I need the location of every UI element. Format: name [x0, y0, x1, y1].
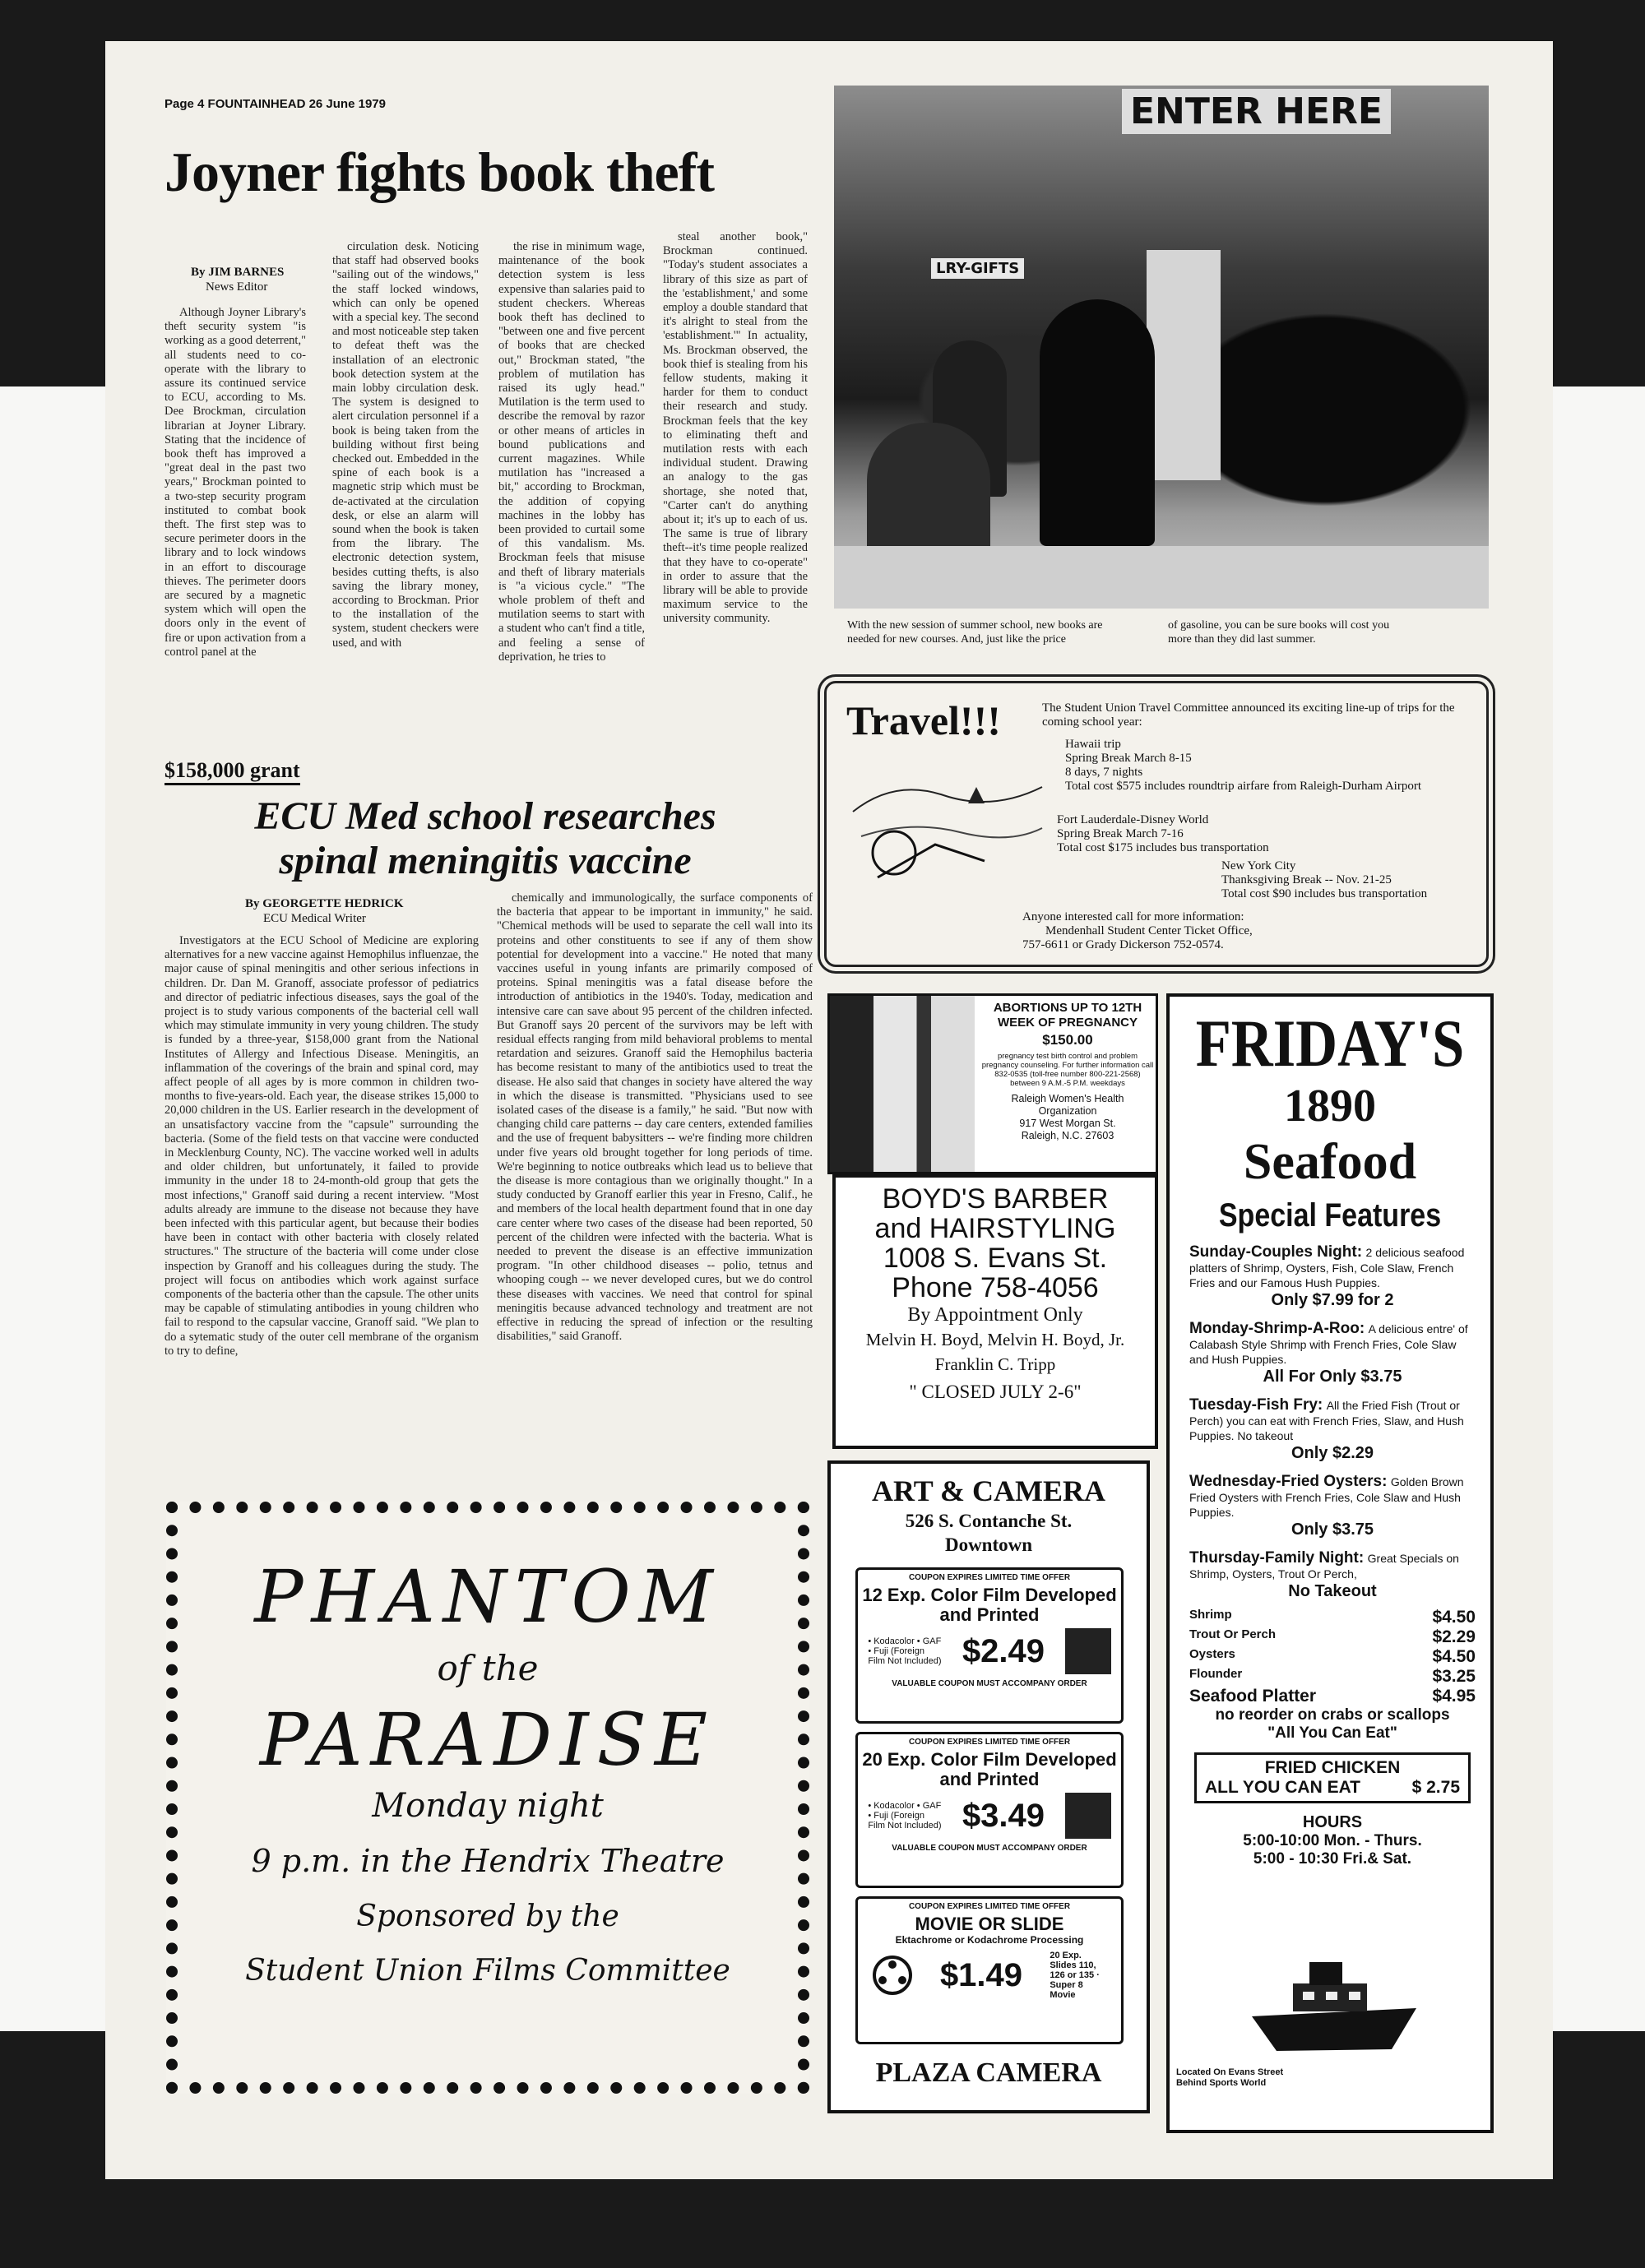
special-thursday [1189, 1549, 1476, 1601]
coupon-price: $1.49 [939, 1956, 1023, 1993]
special-desc: All the Fried Fish (Trout or Perch) you can eat with French Fries, Slaw, and Hush Puppies. No takeout [1189, 1399, 1464, 1442]
barber-ad [832, 1174, 1158, 1449]
barber-line: Phone 758-4056 [892, 1272, 1099, 1303]
coupon-movie-slide [855, 1896, 1124, 2044]
special-sunday [1189, 1243, 1476, 1310]
abortion-address-2: Raleigh, N.C. 27603 [1021, 1130, 1114, 1141]
camera-address: 526 S. Contanche St. [905, 1511, 1073, 1531]
location-line: Located On Evans Street [1176, 2067, 1284, 2077]
travel-line: 8 days, 7 nights [1065, 766, 1143, 779]
special-name: Wednesday-Fried Oysters: [1189, 1473, 1388, 1490]
photo-column [1147, 250, 1221, 480]
boat-icon [1244, 1951, 1433, 2057]
menu-row [1189, 1608, 1476, 1627]
beach-scene-icon [845, 762, 1050, 886]
barber-line: Franklin C. Tripp [934, 1354, 1056, 1374]
menu-item: Shrimp [1189, 1608, 1232, 1622]
travel-line: Thanksgiving Break -- Nov. 21-25 [1221, 873, 1392, 886]
faces-illustration [830, 996, 975, 1172]
menu-item: Oysters [1189, 1647, 1235, 1661]
photo-caption-right: of gasoline, you can be sure books will cost you more than they did last summer. [1168, 619, 1390, 646]
special-price: All For Only $3.75 [1263, 1368, 1402, 1386]
coupon-items: Ektachrome or Kodachrome Processing [895, 1934, 1084, 1946]
travel-line: 757-6611 or Grady Dickerson 752-0574. [1022, 938, 1224, 951]
travel-intro: The Student Union Travel Committee announced its exciting line-up of trips for the coming school year: [1042, 701, 1455, 729]
special-name: Sunday-Couples Night: [1189, 1243, 1363, 1261]
abortion-details: pregnancy test birth control and problem pregnancy counseling. For further information call 832-0535 (toll-free number 800-221-2568) between 9 A.M.-5 P.M. weekdays [981, 1052, 1154, 1088]
barber-line: " CLOSED JULY 2-6" [909, 1382, 1082, 1402]
travel-florida [1057, 813, 1452, 855]
chicken-price: $ 2.75 [1411, 1778, 1460, 1797]
chicken-line-2 [1205, 1778, 1460, 1798]
travel-ad [824, 681, 1489, 967]
phantom-line-6: Sponsored by the [356, 1900, 619, 1933]
headline-line-2: spinal meningitis vaccine [279, 839, 692, 882]
byline-georgette-hedrick [245, 896, 404, 926]
hours-line: 5:00-10:00 Mon. - Thurs. [1243, 1832, 1422, 1849]
coupon-note: VALUABLE COUPON MUST ACCOMPANY ORDER [892, 1844, 1087, 1853]
special-price: Only $3.75 [1291, 1520, 1374, 1539]
coupon-20-exp [855, 1732, 1124, 1888]
coupon-price: $3.49 [962, 1797, 1045, 1834]
coupon-title: 12 Exp. Color Film Developed and Printed [862, 1585, 1117, 1625]
headline-line-1: ECU Med school researches [254, 794, 716, 838]
byline-jim-barnes [191, 265, 284, 294]
phantom-line-3: PARADISE [259, 1697, 716, 1782]
coupon-note: 20 Exp. Slides 110, 126 or 135 · Super 8 Movie [1050, 1951, 1100, 2000]
travel-line: Hawaii trip [1065, 738, 1121, 751]
column-text: circulation desk. Noticing that staff had observed books "sailing out of the windows," the staff locked windows, which can only be opened with a special key. The second and most noticeable step taken to defeat theft was the installation of an electronic book detection system at the main lobby circulation desk. The system is designed to alert circulation personnel if a book is being taken from the building without first being checked out. Embedded in the spine of each book is a magnetic strip which must be de-activated at the circulation desk, or else an alarm will sound when the book is taken from the library. The electronic detection system, besides cutting thefts, is also saving the library money, according to Brockman. Prior to the installation of the system, student checkers were used, and with [332, 240, 479, 650]
menu-row [1189, 1647, 1476, 1667]
abortion-title: ABORTIONS UP TO 12TH WEEK OF PREGNANCY [993, 1001, 1142, 1030]
coupon-items: • Kodacolor • GAF • Fuji (Foreign Film Not Included) [868, 1801, 942, 1831]
special-desc: A delicious entre' of Calabash Style Shrimp with French Fries, Cole Slaw and Hush Puppies. [1189, 1322, 1468, 1366]
photo-enter-sign: ENTER HERE [1122, 89, 1391, 134]
special-name: Tuesday-Fish Fry: [1189, 1396, 1323, 1414]
photo-counter [834, 546, 1489, 609]
phantom-line-4: Monday night [372, 1787, 604, 1825]
no-reorder: no reorder on crabs or scallops [1215, 1706, 1450, 1724]
camera-title: ART & CAMERA [871, 1474, 1106, 1507]
book-theft-column-3 [498, 240, 645, 737]
travel-line: Fort Lauderdale-Disney World [1057, 813, 1209, 826]
chicken-label: ALL YOU CAN EAT [1205, 1778, 1361, 1797]
film-box-icon [1065, 1628, 1111, 1674]
coupon-items: • Kodacolor • GAF • Fuji (Foreign Film Not Included) [868, 1636, 942, 1666]
menu-item: Trout Or Perch [1189, 1627, 1277, 1641]
hours-line: 5:00 - 10:30 Fri.& Sat. [1253, 1850, 1412, 1868]
travel-line: New York City [1221, 859, 1296, 872]
abortion-address-1: 917 West Morgan St. [1019, 1118, 1116, 1129]
fridays-title: FRIDAY'S [1195, 1006, 1465, 1081]
column-text: chemically and immunologically, the surface components of the bacteria that appear to be important in immunity," he said. "Chemical methods will be used to separate the cell wall into its proteins and other constituents to see if any of them show potential for development into a vaccine." He noted that many vaccines useful in young infants are primarily composed of proteins. Spinal meningitis was a fatal disease before the introduction of antibiotics in the 1940's. Today, medication and intensive care can save about 95 percent of the children infected. But Granoff says 20 percent of the survivors may be left with residual effects ranging from mild behavioral problems to mental retardation and seizures. Granoff said the Hemophilus bacteria has become resistant to many of the antibiotics used to treat the disease. He also said that changes in society have altered the way in which the disease is transmitted. "Physicians used to see isolated cases of the disease is a family," he said. "But now with changing child care patterns -- day care centers, extended families and the use of frequent babysitters -- we're finding more children under five years old brought together for long periods of time. We're beginning to notice outbreaks which lead us to believe that the disease is more contagious than we originally thought." In a study conducted by Granoff earlier this year in Fresno, Calif., he and members of the local health department found that in one day care center where two cases of the disease had been reported, 50 percent of the children were infected with the bacteria. What is needed to prevent the disease is an effective immunization program. "In other childhood diseases -- polio, tetnus and whooping cough -- we never developed cures, but we do control these diseases with vaccines. We need that control for spinal meningitis because advanced technology and treatment are not effective in reducing the spread of infection or the resulting disabilities," said Granoff. [497, 891, 813, 1344]
special-wednesday [1189, 1473, 1476, 1539]
book-theft-column-4 [663, 230, 808, 738]
fridays-menu [1189, 1608, 1476, 1743]
film-box-icon [1065, 1793, 1111, 1839]
column-text: Investigators at the ECU School of Medicine are exploring alternatives for a new vaccine against Hemophilus influenzae, the major cause of spinal meningitis and other serious infections in children. Dr. Dan M. Granoff, associate professor of pediatrics and director of pediatric infectious diseases, says the goal of the project is to study various components of the bacterial cell wall which may stimulate immunity in very young children. The study is funded by a three-year, $158,000 grant from the National Institutes of Allergy and Infectious Disease. Meningitis, an inflammation of the coverings of the brain and spinal cord, may affect people of all ages by is more common in children two-months to five-years-old. Each year, the disease strikes 15,000 to 20,000 children in the US. Earlier research in the development of an unsatisfactory vaccine from the "capsule" surrounding the bacteria. (Some of the field tests on that vaccine were conducted in Mecklenburg County, NC). The vaccine worked well in adults and older children, but unfortunately, it failed to provide immunity in the under 18 to 24-month-old group that gets the most infections," Granoff said during a recent interview. "Most adults already are immune to the disease not because they have been infected with this particular agent, but because their bodies have been in contact with other bacteria with closely related structures." The structure of the bacteria will come under close inspection by Granoff and his colleagues during the study. The project will focus on antibodies which work against surface components of the bacteria other than the capsule. The other units may be capable of stimulating antibodies in young children who fail to respond to the capsular vaccine, Granoff said. "We plan to do a sytematic study of the outer cell membrane of the organism to try to define, [164, 934, 479, 1358]
all-you-can-eat: "All You Can Eat" [1267, 1724, 1397, 1742]
menu-price: $2.29 [1432, 1627, 1476, 1646]
book-theft-column-2 [332, 240, 479, 760]
fridays-specials [1170, 1243, 1490, 1868]
special-price: No Takeout [1288, 1582, 1377, 1600]
abortion-ad [827, 993, 1158, 1174]
barber-line: and HAIRSTYLING [874, 1213, 1116, 1244]
special-desc: 2 delicious seafood platters of Shrimp, Oysters, Fish, Cole Slaw, French Fries and our Famous Hush Puppies. [1189, 1246, 1465, 1289]
column-text: the rise in minimum wage, maintenance of the book detection system is less expensive than salaries paid to student checkers. Whereas book theft has declined to "between one and five percent of books that are checked out," Brockman stated, "the problem of mutilation has raised its ugly head." Mutilation is the term used to describe the removal by razor or other means of articles in bound publications and current magazines. While mutilation has "increased a bit," according to Brockman, the addition of copying machines in the lobby has been provided to curtail some of this vandalism. Ms. Brockman feels that misuse and theft of library materials is "a vicious cycle." "The whole problem of theft and mutilation seems to start with a student who can't find a title, and feeling a sense of deprivation, he tries to [498, 240, 645, 664]
special-name: Monday-Shrimp-A-Roo: [1189, 1320, 1365, 1337]
barber-text [836, 1178, 1155, 1408]
fridays-year: 1890 [1284, 1081, 1376, 1132]
travel-line: Spring Break March 7-16 [1057, 827, 1184, 840]
location-line: Behind Sports World [1176, 2078, 1267, 2088]
med-school-column-2 [497, 891, 813, 1498]
fridays-hours [1189, 1813, 1476, 1868]
camera-footer: PLAZA CAMERA [875, 2057, 1102, 2088]
travel-line: Mendenhall Student Center Ticket Office, [1045, 924, 1253, 937]
special-desc: Golden Brown Fried Oysters with French Fries, Cole Slaw and Hush Puppies. [1189, 1475, 1464, 1519]
menu-price: $4.50 [1432, 1647, 1476, 1666]
camera-header [831, 1472, 1147, 1558]
photo-person-front [867, 423, 990, 554]
menu-price: $3.25 [1432, 1667, 1476, 1686]
barber-line: Melvin H. Boyd, Melvin H. Boyd, Jr. [865, 1330, 1125, 1349]
art-camera-ad [827, 1460, 1150, 2113]
phantom-line-5: 9 p.m. in the Hendrix Theatre [251, 1843, 725, 1879]
travel-line: Anyone interested call for more information: [1022, 910, 1244, 923]
travel-hawaii [1065, 738, 1460, 794]
byline-name: By GEORGETTE HEDRICK [245, 897, 404, 910]
coupon-body [858, 1951, 1121, 2000]
hours-title: HOURS [1302, 1813, 1363, 1831]
fried-chicken-box [1194, 1752, 1471, 1803]
fridays-sub: Seafood [1243, 1134, 1417, 1190]
travel-line: Total cost $175 includes bus transportation [1057, 841, 1269, 854]
menu-price: $4.95 [1432, 1687, 1476, 1706]
coupon-expire: COUPON EXPIRES LIMITED TIME OFFER [908, 1902, 1071, 1911]
byline-title: News Editor [206, 280, 268, 294]
byline-name: By JIM BARNES [191, 266, 285, 279]
barber-line: By Appointment Only [907, 1304, 1083, 1326]
special-monday [1189, 1320, 1476, 1386]
menu-item: Flounder [1189, 1667, 1243, 1681]
phantom-line-2: of the [437, 1648, 539, 1688]
page-folio: Page 4 FOUNTAINHEAD 26 June 1979 [164, 97, 386, 111]
abortion-text [981, 1001, 1154, 1142]
coupon-expire: COUPON EXPIRES LIMITED TIME OFFER [908, 1573, 1071, 1582]
abortion-price: $150.00 [1042, 1032, 1093, 1048]
coupon-title: MOVIE OR SLIDE [915, 1914, 1064, 1934]
chicken-line-1: FRIED CHICKEN [1264, 1758, 1401, 1777]
headline-med-school [164, 794, 806, 883]
travel-line: Total cost $575 includes roundtrip airfare from Raleigh-Durham Airport [1065, 780, 1422, 793]
travel-newyork [1221, 859, 1476, 901]
coupon-title: 20 Exp. Color Film Developed and Printed [862, 1749, 1117, 1789]
coupon-12-exp [855, 1567, 1124, 1724]
phantom-line-1: PHANTOM [254, 1554, 721, 1639]
fridays-features: Special Features [1218, 1197, 1442, 1234]
special-desc: Great Specials on Shrimp, Oysters, Trout Or Perch, [1189, 1552, 1459, 1581]
special-name: Thursday-Family Night: [1189, 1549, 1365, 1567]
fridays-header [1170, 997, 1490, 1240]
coupon-body [858, 1628, 1121, 1674]
special-tuesday [1189, 1396, 1476, 1463]
travel-line: Total cost $90 includes bus transportation [1221, 887, 1428, 900]
travel-line: Spring Break March 8-15 [1065, 752, 1192, 765]
fridays-location [1176, 2067, 1283, 2089]
coupon-body [858, 1793, 1121, 1839]
byline-title: ECU Medical Writer [263, 912, 366, 925]
library-circulation-photo [834, 86, 1489, 609]
camera-area: Downtown [944, 1534, 1033, 1555]
abortion-org: Raleigh Women's Health Organization [1011, 1093, 1124, 1117]
book-theft-column-1 [164, 306, 306, 760]
headline-book-theft: Joyner fights book theft [164, 141, 714, 203]
special-price: Only $7.99 for 2 [1271, 1291, 1394, 1309]
special-price: Only $2.29 [1291, 1444, 1374, 1462]
coupon-note: VALUABLE COUPON MUST ACCOMPANY ORDER [892, 1679, 1087, 1688]
photo-gifts-sign: LRY-GIFTS [931, 258, 1024, 279]
barber-line: 1008 S. Evans St. [883, 1243, 1108, 1274]
menu-row [1189, 1687, 1476, 1706]
phantom-ad [166, 1502, 809, 2094]
menu-price: $4.50 [1432, 1608, 1476, 1627]
coupon-expire: COUPON EXPIRES LIMITED TIME OFFER [908, 1738, 1071, 1747]
barber-line: BOYD'S BARBER [882, 1183, 1109, 1215]
med-school-column-1 [164, 934, 479, 1498]
menu-row [1189, 1667, 1476, 1687]
photo-caption-left: With the new session of summer school, new books are needed for new courses. And, just like the price [847, 619, 1103, 646]
coupon-price: $2.49 [962, 1632, 1045, 1669]
travel-title: Travel!!! [846, 697, 1001, 743]
menu-item: Seafood Platter [1189, 1687, 1317, 1706]
fridays-ad [1166, 993, 1494, 2133]
phantom-line-7: Student Union Films Committee [245, 1954, 730, 1988]
travel-contact [1022, 910, 1467, 952]
film-reel-icon [872, 1955, 913, 1996]
menu-row [1189, 1627, 1476, 1647]
column-text: Although Joyner Library's theft security system "is working as a good deterrent," all students need to co-operate with the library to assure its continued service to ECU, according to Ms. Dee Brockman, circulation librarian at Joyner Library. Stating that the incidence of book theft has improved a "great deal in the past two years," Brockman pointed to a two-step security program instituted to combat book theft. The first step was to secure perimeter doors in the library and to lock windows in an effort to discourage thieves. The perimeter doors are secured by a magnetic system which will open the doors only in the event of fire or upon activation from a control panel at the [164, 306, 306, 659]
photo-person-center [1040, 299, 1155, 546]
kicker-grant: $158,000 grant [164, 758, 300, 785]
column-text: steal another book," Brockman continued. "Today's student associates a library of this size as part of the 'establishment,' and some employ a double standard that it's alright to steal from the 'establishment.'" In actuality, Ms. Brockman observed, the book thief is stealing from his fellow students, making it harder for them to conduct their research and study. Brockman feels that the key to eliminating theft and mutilation rests with each individual student. Drawing an analogy to the gas shortage, she noted that, "Carter can't do anything about it; it's up to each of us. The same is true of library theft--it's time people realized that they have to co-operate" in order to assure that the library will be able to provide maximum service to the university community. [663, 230, 808, 626]
